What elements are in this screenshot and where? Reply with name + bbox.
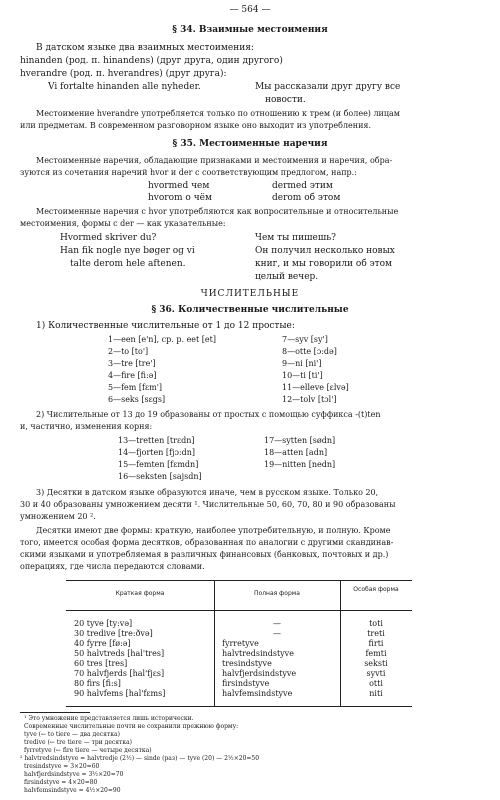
s35-paragraph-line-2: зуются из сочетания наречий hvor и der с соответствующим предлогом, напр.: xyxy=(20,168,357,177)
s35-paragraph-line-4: местоимения, формы с der — как указательные: xyxy=(20,219,226,228)
table-row-70-full: halvfjerdsindstyve xyxy=(222,669,297,678)
s35-example-2-russian-1: Он получил несколько новых xyxy=(255,246,395,256)
s36-paragraph-4-line-2: того, имеется особая форма десятков, образованная по аналогии с другими скандинав- xyxy=(20,538,394,547)
s34-intro: В датском языке два взаимных местоимения: xyxy=(36,43,254,53)
table-row-40-short: 40 fyrre [fø:ə] xyxy=(74,639,131,648)
numeral-17: 17—sytten [sødn] xyxy=(264,436,336,445)
table-row-50-special: femti xyxy=(365,649,387,658)
numeral-5: 5—fem [fɛm'] xyxy=(108,383,163,392)
table-row-60-short: 60 tres [tres] xyxy=(74,659,128,668)
numeral-19: 19—nitten [nedn] xyxy=(264,460,336,469)
s36-point-3-line-2: 30 и 40 образованы умножением десяти ¹. Числительные 50, 60, 70, 80 и 90 образованы xyxy=(20,500,396,509)
page-number: — 564 — xyxy=(229,5,271,15)
table-row-70-special: syvti xyxy=(366,669,386,678)
table-row-60-full: tresindstyve xyxy=(222,659,272,668)
table-row-40-full: fyrretyve xyxy=(222,639,259,648)
s34-example-russian-2: новости. xyxy=(265,95,306,105)
s36-point-2-line-2: и, частично, изменения корня: xyxy=(20,422,153,431)
section-36-heading: § 36. Количественные числительные xyxy=(151,305,349,315)
s35-hvorom: hvorom о чём xyxy=(148,193,212,203)
s35-derom: derom об этом xyxy=(272,193,341,203)
table-row-90-special: niti xyxy=(369,689,383,698)
numeral-2: 2—to [to'] xyxy=(108,347,149,356)
table-row-30-full: — xyxy=(273,629,281,638)
table-row-20-short: 20 tyve [ty:və] xyxy=(74,619,133,628)
s35-example-2-russian-2: книг, и мы говорили об этом xyxy=(255,259,393,269)
footnote-1-tredive: tredive (← tre tiere — три десятка) xyxy=(24,739,133,746)
table-row-30-short: 30 tredive [tre:ðvə] xyxy=(74,629,153,638)
table-header-special: Особая форма xyxy=(353,586,399,593)
numeral-12: 12—tolv [tɔl'] xyxy=(282,395,337,404)
table-top-rule xyxy=(66,580,412,581)
s36-paragraph-4-line-1: Десятки имеют две формы: краткую, наиболее употребительную, и полную. Кроме xyxy=(36,526,391,535)
table-row-80-short: 80 firs [fi:s] xyxy=(74,679,121,688)
numeral-6: 6—seks [sɛgs] xyxy=(108,395,166,404)
numeral-3: 3—tre [tre'] xyxy=(108,359,156,368)
table-row-60-special: seksti xyxy=(364,659,388,668)
numeral-4: 4—fire [fi:ə] xyxy=(108,371,157,380)
table-row-50-short: 50 halvtreds [hal'tres] xyxy=(74,649,165,658)
s34-example-danish: Vi fortalte hinanden alle nyheder. xyxy=(48,82,201,92)
numeral-10: 10—ti [ti'] xyxy=(282,371,323,380)
footnote-1-fyrretyve: fyrretyve (← fire tiere — четыре десятка) xyxy=(24,747,152,754)
footnote-2-halvfems: halvfemsindstyve = 4½×20=90 xyxy=(24,787,121,794)
table-row-90-full: halvfemsindstyve xyxy=(222,689,293,698)
table-divider-1 xyxy=(214,580,215,706)
table-row-20-full: — xyxy=(273,619,281,628)
numeral-18: 18—atten [adn] xyxy=(264,448,328,457)
s36-paragraph-4-line-4: операциях, где числа передаются словами. xyxy=(20,562,205,571)
table-row-20-special: toti xyxy=(369,619,383,628)
footnote-1-tyve: tyve (← to tiere — два десятка) xyxy=(24,731,120,738)
s36-point-3-line-1: 3) Десятки в датском языке образуются иначе, чем в русском языке. Только 20, xyxy=(36,488,379,497)
table-header-full: Полная форма xyxy=(254,590,300,597)
s36-point-3-line-3: умножением 20 ². xyxy=(20,512,96,521)
numeral-7: 7—syv [sy'] xyxy=(282,335,328,344)
s34-example-russian-1: Мы рассказали друг другу все xyxy=(255,82,401,92)
numeral-15: 15—femten [fɛmdn] xyxy=(118,460,199,469)
numeral-14: 14—fjorten [fjɔ:dn] xyxy=(118,448,196,457)
s35-paragraph-line-3: Местоименные наречия с hvor употребляются как вопросительные и относительные xyxy=(36,207,399,216)
s36-paragraph-4-line-3: скими языками и употребляемая в различных финансовых (банковых, почтовых и др.) xyxy=(20,550,389,559)
section-35-heading: § 35. Местоименные наречия xyxy=(172,139,328,149)
s35-example-1-danish: Hvormed skriver du? xyxy=(60,233,157,243)
s35-example-2-danish-2: talte derom hele aftenen. xyxy=(70,259,186,269)
s36-point-1: 1) Количественные числительные от 1 до 12 простые: xyxy=(36,321,295,331)
s35-paragraph-line-1: Местоименные наречия, обладающие признаками и местоимения и наречия, обра- xyxy=(36,156,393,165)
s35-hvormed: hvormed чем xyxy=(148,181,210,191)
table-row-30-special: treti xyxy=(367,629,385,638)
footnote-1-line-2: Современные числительные почти не сохранили прежнюю форму: xyxy=(24,723,239,730)
footnote-2-firs: firsindstyve = 4×20=80 xyxy=(24,779,98,786)
table-row-80-special: otti xyxy=(369,679,383,688)
s35-example-2-russian-3: целый вечер. xyxy=(255,272,319,282)
table-header-rule xyxy=(66,610,412,611)
table-row-70-short: 70 halvfjerds [hal'fjɛs] xyxy=(74,669,165,678)
footnote-2: ² halvtredsindstyve = halvtredje (2½) — sinde (раз) — tyve (20) — 2½×20=50 xyxy=(20,755,260,762)
footnote-2-halvfjerds: halvfjerdsindstyve = 3½×20=70 xyxy=(24,771,124,778)
footnote-2-tres: tresindstyve = 3×20=60 xyxy=(24,763,100,770)
table-row-90-short: 90 halvfems [hal'fɛms] xyxy=(74,689,166,698)
s34-paragraph-line-1: Местоимение hverandre употребляется только по отношению к трем (и более) лицам xyxy=(36,109,401,118)
s34-line-hverandre: hverandre (род. п. hverandres) (друг друга): xyxy=(20,69,227,79)
s34-paragraph-line-2: или предметам. В современном разговорном языке оно выходит из употребления. xyxy=(20,121,372,130)
section-34-heading: § 34. Взаимные местоимения xyxy=(172,25,328,35)
table-row-80-full: firsindstyve xyxy=(222,679,270,688)
table-row-40-special: firti xyxy=(368,639,384,648)
numeral-13: 13—tretten [trɛdn] xyxy=(118,436,195,445)
table-header-short: Краткая форма xyxy=(115,590,165,597)
numeral-8: 8—otte [ɔ:də] xyxy=(282,347,337,356)
s36-point-2-line-1: 2) Числительные от 13 до 19 образованы от простых с помощью суффикса -(t)ten xyxy=(36,410,381,419)
numeral-1: 1—een [e'n], ср. р. eet [et] xyxy=(108,335,216,344)
footnote-1: ¹ Это умножение представляется лишь исторически. xyxy=(24,715,194,722)
numeral-16: 16—seksten [sajsdn] xyxy=(118,472,202,481)
s35-example-2-danish-1: Han fik nogle nye bøger og vi xyxy=(60,246,195,256)
s35-dermed: dermed этим xyxy=(272,181,333,191)
table-row-50-full: halvtredsindstyve xyxy=(222,649,294,658)
numeral-9: 9—ni [ni'] xyxy=(282,359,322,368)
numeral-11: 11—elleve [ɛlvə] xyxy=(282,383,349,392)
s34-line-hinanden: hinanden (род. п. hinandens) (друг друга, один другого) xyxy=(20,56,283,66)
table-bottom-rule xyxy=(66,706,412,707)
s35-example-1-russian: Чем ты пишешь? xyxy=(255,233,336,243)
chapter-title: ЧИСЛИТЕЛЬНЫЕ xyxy=(200,289,300,299)
footnote-rule xyxy=(20,712,90,713)
